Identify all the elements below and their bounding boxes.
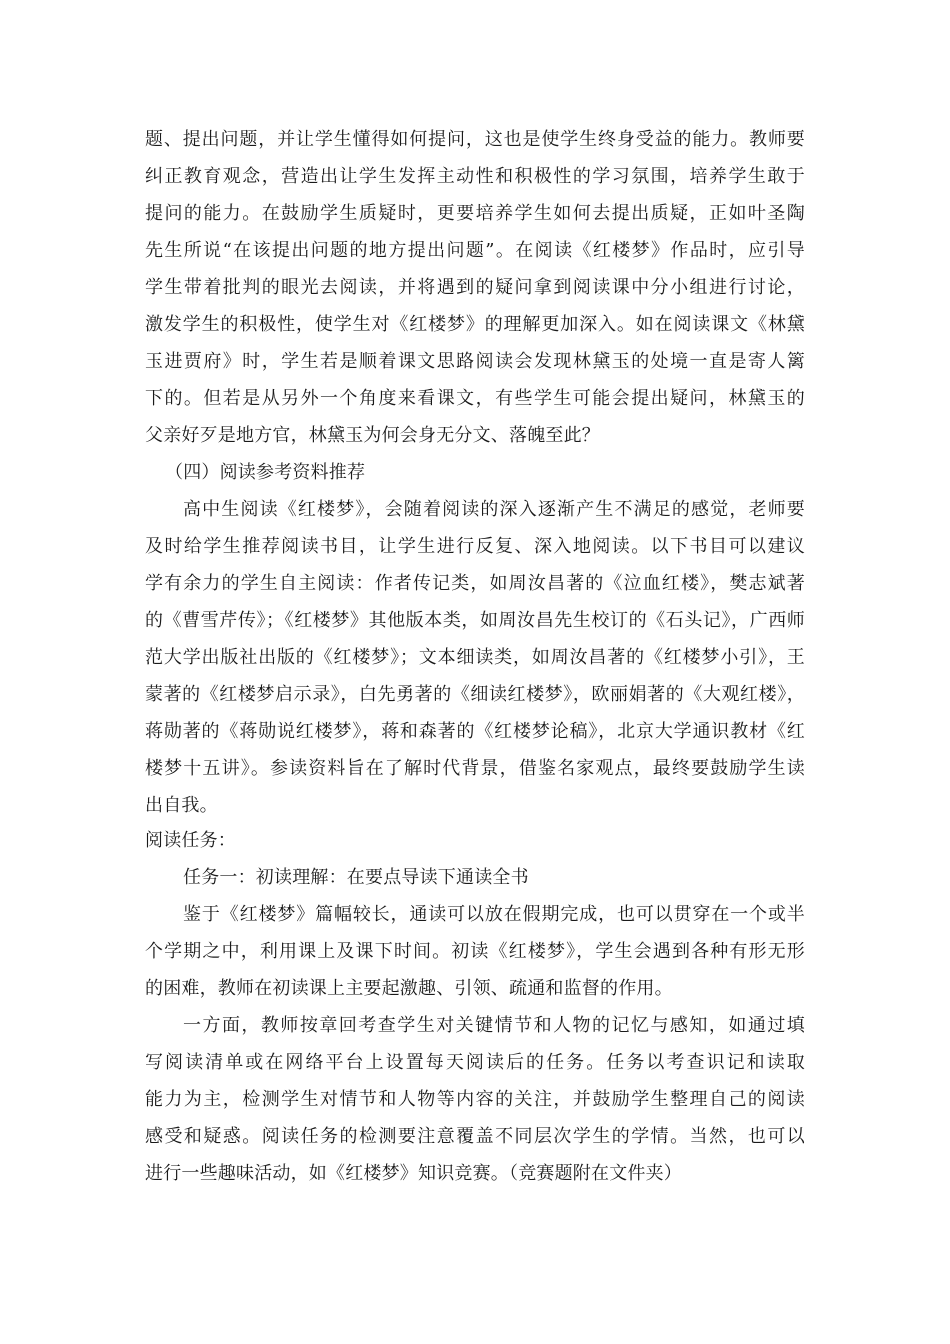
section-heading: （四）阅读参考资料推荐 xyxy=(165,462,366,483)
tasks-label: 阅读任务： xyxy=(145,830,236,851)
text-line: 出自我。 xyxy=(145,795,218,816)
text-line: 蒙著的《红楼梦启示录》，白先勇著的《细读红楼梦》，欧丽娟著的《大观红楼》， xyxy=(145,684,805,705)
task-one-title: 任务一：初读理解：在要点导读下通读全书 xyxy=(183,867,529,888)
text-line: 一方面，教师按章回考查学生对关键情节和人物的记忆与感知，如通过填 xyxy=(183,1015,805,1036)
text-line: 学生带着批判的眼光去阅读，并将遇到的疑问拿到阅读课中分小组进行讨论， xyxy=(145,277,805,298)
text-line: 的困难，教师在初读课上主要起激趣、引领、疏通和监督的作用。 xyxy=(145,978,673,999)
text-line: 楼梦十五讲》。参读资料旨在了解时代背景，借鉴名家观点，最终要鼓励学生读 xyxy=(145,758,805,779)
text-line: 父亲好歹是地方官，林黛玉为何会身无分文、落魄至此？ xyxy=(145,425,600,446)
text-line: 范大学出版社出版的《红楼梦》；文本细读类，如周汝昌著的《红楼梦小引》，王 xyxy=(145,647,805,668)
text-line: 进行一些趣味活动，如《红楼梦》知识竞赛。（竞赛题附在文件夹） xyxy=(145,1163,682,1184)
text-line: 下的。但若是从另外一个角度来看课文，有些学生可能会提出疑问，林黛玉的 xyxy=(145,388,805,409)
text-line: 题、提出问题，并让学生懂得如何提问，这也是使学生终身受益的能力。教师要 xyxy=(145,129,805,150)
text-line: 玉进贾府》时，学生若是顺着课文思路阅读会发现林黛玉的处境一直是寄人篱 xyxy=(145,351,805,372)
text-line: 先生所说“在该提出问题的地方提出问题”。在阅读《红楼梦》作品时，应引导 xyxy=(145,240,805,261)
text-line: 激发学生的积极性，使学生对《红楼梦》的理解更加深入。如在阅读课文《林黛 xyxy=(145,314,805,335)
text-line: 的《曹雪芹传》；《红楼梦》其他版本类，如周汝昌先生校订的《石头记》，广西师 xyxy=(145,610,805,631)
text-line: 高中生阅读《红楼梦》，会随着阅读的深入逐渐产生不满足的感觉，老师要 xyxy=(183,499,805,520)
text-line: 个学期之中，利用课上及课下时间。初读《红楼梦》，学生会遇到各种有形无形 xyxy=(145,941,805,962)
text-line: 写阅读清单或在网络平台上设置每天阅读后的任务。任务以考查识记和读取 xyxy=(145,1052,805,1073)
text-line: 纠正教育观念，营造出让学生发挥主动性和积极性的学习氛围，培养学生敢于 xyxy=(145,166,805,187)
text-line: 感受和疑惑。阅读任务的检测要注意覆盖不同层次学生的学情。当然，也可以 xyxy=(145,1126,805,1147)
text-line: 学有余力的学生自主阅读：作者传记类，如周汝昌著的《泣血红楼》，樊志斌著 xyxy=(145,573,805,594)
text-line: 能力为主，检测学生对情节和人物等内容的关注，并鼓励学生整理自己的阅读 xyxy=(145,1089,805,1110)
text-line: 提问的能力。在鼓励学生质疑时，更要培养学生如何去提出质疑，正如叶圣陶 xyxy=(145,203,805,224)
text-line: 鉴于《红楼梦》篇幅较长，通读可以放在假期完成，也可以贯穿在一个或半 xyxy=(183,904,805,925)
text-line: 蒋勋著的《蒋勋说红楼梦》，蒋和森著的《红楼梦论稿》，北京大学通识教材《红 xyxy=(145,721,805,742)
text-line: 及时给学生推荐阅读书目，让学生进行反复、深入地阅读。以下书目可以建议 xyxy=(145,536,805,557)
